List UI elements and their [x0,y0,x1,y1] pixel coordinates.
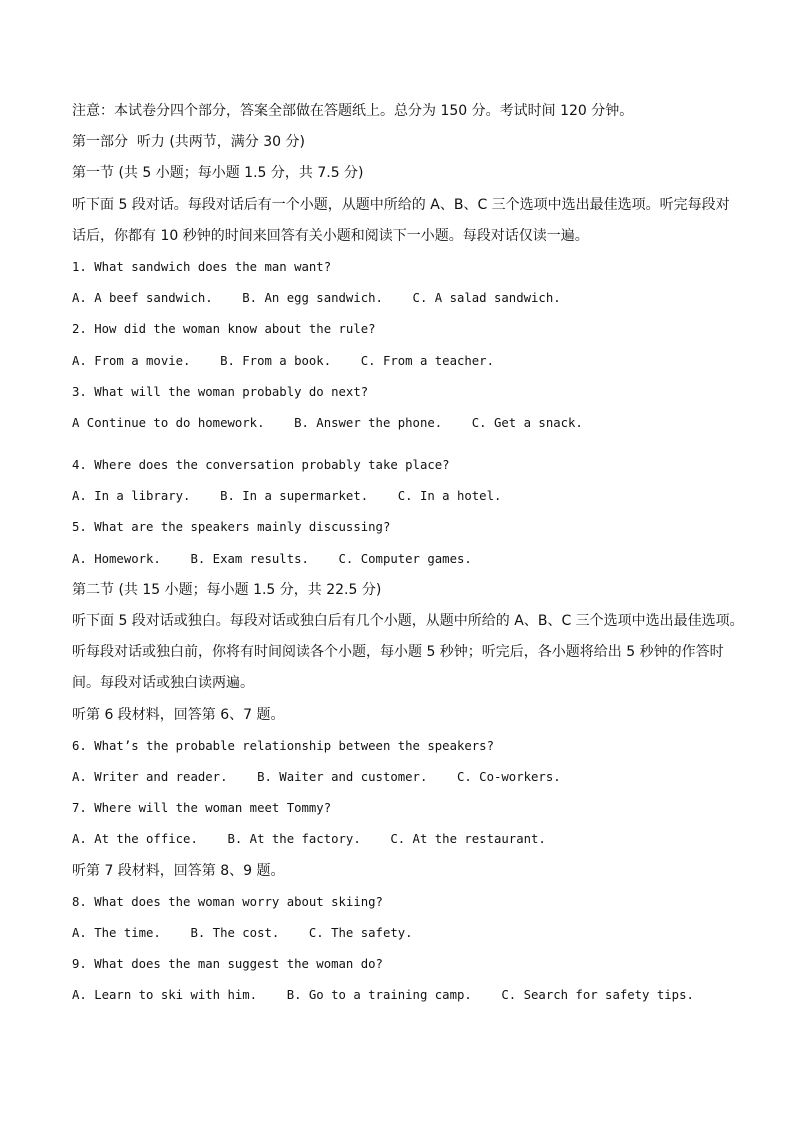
question-8-options: A. The time. B. The cost. C. The safety. [72,925,413,940]
section2-instructions-2: 听每段对话或独白前，你将有时间阅读各个小题，每小题 5 秒钟；听完后，各小题将给出 5 秒钟的作答时 [72,644,724,661]
exam-note: 注意：本试卷分四个部分，答案全部做在答题纸上。总分为 150 分。考试时间 120 分钟。 [72,103,634,119]
exam-page [72,96,744,1011]
question-6-options: A. Writer and reader. B. Waiter and customer. C. Co-workers. [72,769,561,784]
question-8: 8. What does the woman worry about skiing? [72,894,383,909]
material-6-heading: 听第 6 段材料，回答第 6、7 题。 [72,706,285,723]
section1-instructions-2: 话后，你都有 10 秒钟的时间来回答有关小题和阅读下一小题。每段对话仅读一遍。 [72,227,589,244]
question-1: 1. What sandwich does the man want? [72,259,332,274]
section2-instructions-3: 间。每段对话或独白读两遍。 [72,675,254,692]
question-4-options: A. In a library. B. In a supermarket. C. In a hotel. [72,489,502,504]
question-2-options: A. From a movie. B. From a book. C. From a teacher. [72,353,494,368]
question-5-options: A. Homework. B. Exam results. C. Computer games. [72,551,472,566]
question-5: 5. What are the speakers mainly discussing? [72,520,391,535]
question-3: 3. What will the woman probably do next? [72,384,369,399]
question-1-options: A. A beef sandwich. B. An egg sandwich. C. A salad sandwich. [72,291,561,306]
question-4: 4. Where does the conversation probably take place? [72,458,450,473]
part1-title: 第一部分 听力 (共两节，满分 30 分) [72,134,305,151]
section1-instructions-1: 听下面 5 段对话。每段对话后有一个小题，从题中所给的 A、B、C 三个选项中选出最佳选项。听完每段对 [72,196,730,213]
question-2: 2. How did the woman know about the rule? [72,322,376,337]
question-7: 7. Where will the woman meet Tommy? [72,801,332,816]
question-9: 9. What does the man suggest the woman do? [72,957,383,972]
question-7-options: A. At the office. B. At the factory. C. At the restaurant. [72,832,546,847]
section2-instructions-1: 听下面 5 段对话或独白。每段对话或独白后有几个小题，从题中所给的 A、B、C 三个选项中选出最佳选项。 [72,613,744,629]
section2-title: 第二节 (共 15 小题；每小题 1.5 分，共 22.5 分) [72,581,382,598]
question-9-options: A. Learn to ski with him. B. Go to a training camp. C. Search for safety tips. [72,988,694,1003]
section1-title: 第一节 (共 5 小题；每小题 1.5 分，共 7.5 分) [72,165,364,182]
material-7-heading: 听第 7 段材料，回答第 8、9 题。 [72,862,285,879]
question-6: 6. What’s the probable relationship between the speakers? [72,738,494,753]
spacer [72,439,732,450]
question-3-options: A Continue to do homework. B. Answer the phone. C. Get a snack. [72,415,583,430]
